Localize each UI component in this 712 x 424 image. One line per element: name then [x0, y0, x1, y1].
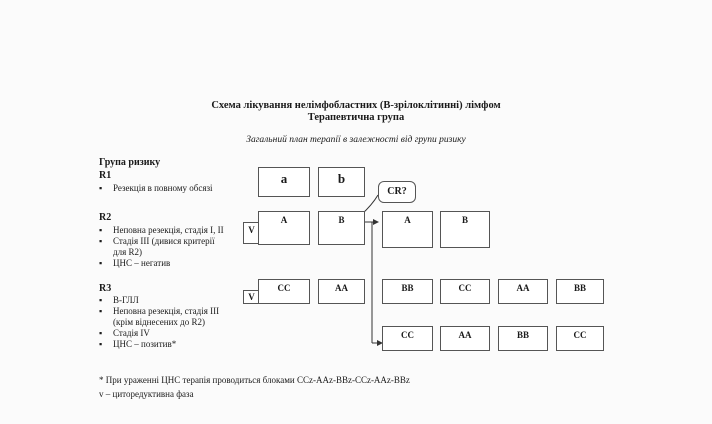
block-r3-v: V [243, 290, 260, 304]
list-item: ▪ Стадія ІІІ (дивися критерії для R2) [99, 236, 224, 258]
risk-r3-label: R3 [99, 283, 112, 294]
block-r3b-aa: AA [440, 326, 490, 351]
block-r1-b: b [318, 167, 365, 197]
list-item: ▪ Резекція в повному обсязі [99, 183, 229, 194]
block-r3b-cc-1: CC [382, 326, 433, 351]
list-item: ▪ В-ГЛЛ [99, 295, 229, 306]
block-r2-B: B [318, 211, 365, 245]
block-r3-cc-1: CC [258, 279, 310, 304]
block-r2-A: A [258, 211, 310, 245]
list-item: ▪ Неповна резекція, стадія ІІІ (крім віднесених до R2) [99, 306, 229, 328]
list-item: ▪ Стадія IV [99, 328, 229, 339]
title-line-2: Терапевтична група [307, 112, 405, 123]
block-r3b-bb: BB [498, 326, 548, 351]
footnote-v: v – циторедуктивна фаза [99, 389, 194, 399]
block-r3b-cc-2: CC [556, 326, 604, 351]
footnote-cns: * При ураженні ЦНС терапія проводиться блоками CCz-AAz-BBz-CCz-AAz-BBz [99, 375, 410, 385]
risk-r1-label: R1 [99, 170, 112, 181]
title-line-1: Схема лікування нелімфобластних (В-зрілоклітинні) лімфом [211, 100, 501, 111]
risk-group-heading: Група ризику [99, 157, 161, 168]
block-r3-cc-2: CC [440, 279, 490, 304]
block-r2-cont-A: A [382, 211, 433, 248]
cr-question-callout: CR? [378, 181, 416, 203]
list-item: ▪ Неповна резекція, стадія І, ІІ [99, 225, 224, 236]
block-r1-a: a [258, 167, 310, 197]
subtitle: Загальний план терапії в залежності від групи ризику [246, 135, 466, 145]
block-r2-cont-B: B [440, 211, 490, 248]
block-r3-bb-2: BB [556, 279, 604, 304]
list-item: ▪ ЦНС – негатив [99, 258, 224, 269]
risk-r2-label: R2 [99, 212, 112, 223]
block-r3-aa-2: AA [498, 279, 548, 304]
list-item: ▪ ЦНС – позитив* [99, 339, 229, 350]
block-r3-bb-1: BB [382, 279, 433, 304]
block-r3-aa-1: AA [318, 279, 365, 304]
block-r2-v: V [243, 222, 260, 244]
